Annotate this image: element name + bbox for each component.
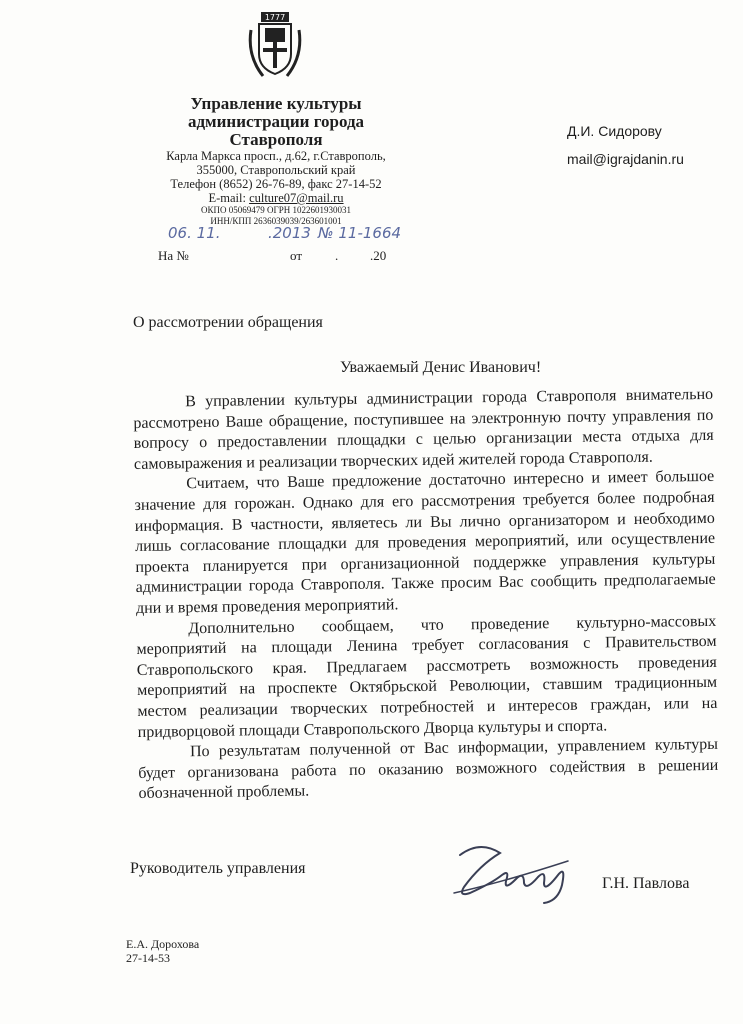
okpo-ogrn-codes: ОКПО 05069479 ОГРН 1022601930031 (201, 205, 351, 215)
org-name-line-3: Ставрополя (229, 130, 323, 149)
recipient-block (567, 117, 684, 173)
executor-contact (126, 937, 199, 965)
body-paragraph-4: По результатам полученной от Вас информации, управлением культуры будет организована работа по оказанию возможного содействия в решении обозначенной проблемы. (138, 735, 719, 803)
body-paragraph-3: Дополнительно сообщаем, что проведение культурно-массовых мероприятий на площади Ленина требует согласования с Правительством Ставропольского края. Предлагаем рассмотреть возможность проведения мероприятий на проспекте Октябрьской Революции, ставшим традиционным местом реализации творческих потребностей и интересов граждан, или на придворцовой площади Ставропольского Дворца культуры и спорта. (136, 612, 718, 741)
ref-number-label: На № (158, 248, 189, 263)
inn-kpp-codes: ИНН/КПП 2636039039/263601001 (210, 216, 342, 226)
reg-number-handwritten: № 11-1664 (318, 224, 402, 242)
email-label: E-mail: (208, 191, 250, 205)
address-line-2: 355000, Ставропольский край (196, 163, 356, 177)
signer-title: Руководитель управления (130, 860, 306, 877)
reg-day-handwritten: 06. 11. (168, 224, 221, 242)
org-email-link[interactable]: culture07@mail.ru (249, 191, 344, 205)
signer-name: Г.Н. Павлова (602, 875, 690, 892)
ref-date-dot: . (335, 248, 339, 263)
body-paragraph-1: В управлении культуры администрации города Ставрополя внимательно рассмотрено Ваше обращение, поступившее на электронную почту управления по вопросу о предоставлении площадки с целью организации места отдыха для самовыражения и реализации творческих идей жителей города Ставрополя. (133, 385, 714, 473)
letter-greeting: Уважаемый Денис Иванович! (340, 359, 542, 376)
ref-from-label: от (290, 248, 303, 263)
executor-phone: 27-14-53 (126, 951, 170, 965)
recipient-name: Д.И. Сидорову (567, 123, 662, 139)
org-name-line-1: Управление культуры (190, 94, 362, 113)
city-coat-of-arms-icon (247, 10, 303, 82)
org-name-line-2: администрации города (187, 112, 365, 131)
letter-subject: О рассмотрении обращения (133, 314, 323, 331)
organization-letterhead (150, 95, 402, 227)
recipient-email: mail@igrajdanin.ru (567, 151, 684, 167)
phone-line: Телефон (8652) 26-76-89, факс 27-14-52 (170, 177, 382, 191)
email-line (150, 191, 402, 205)
body-paragraph-2: Считаем, что Ваше предложение достаточно интересно и имеет большое значение для горожан. Однако для его рассмотрения требуется более подробная информация. В частности, являетесь ли Вы лично организатором и необходимо лишь согласование площадки для проведения мероприятий, или осуществление проекта планируется при организационной поддержке управления культуры администрации города Ставрополя. Также просим Вас сообщить предполагаемые дни и время проведения мероприятий. (134, 468, 716, 617)
letter-body (133, 385, 719, 805)
reg-year-handwritten: .2013 (268, 224, 311, 242)
executor-name: Е.А. Дорохова (126, 937, 200, 951)
ref-year-suffix: .20 (370, 248, 387, 263)
address-line-1: Карла Маркса просп., д.62, г.Ставрополь, (166, 149, 386, 163)
handwritten-signature (440, 835, 580, 905)
emblem-year: 1777 (264, 13, 286, 22)
